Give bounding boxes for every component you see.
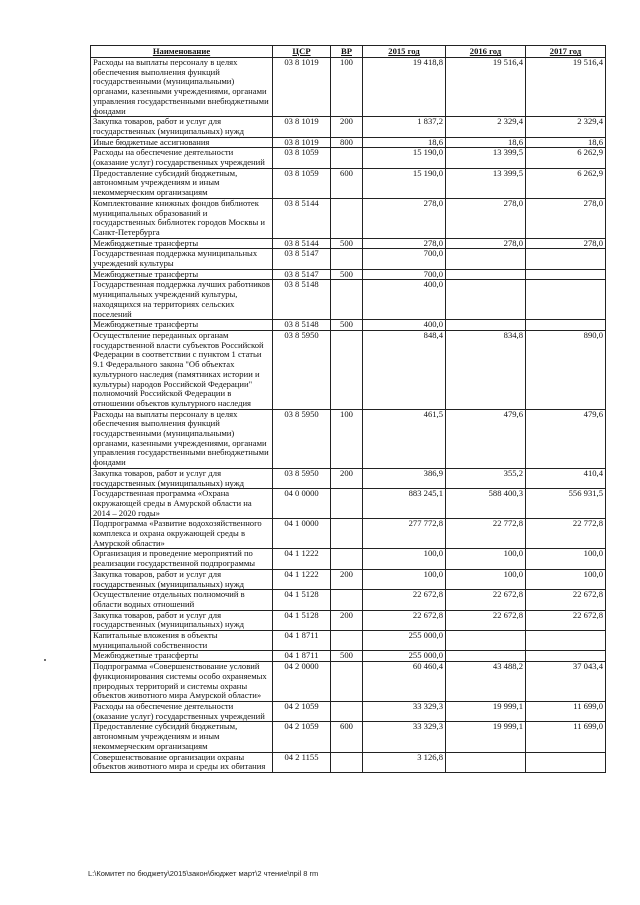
- value-2016-cell: [446, 249, 526, 269]
- value-2016-cell: 2 329,4: [446, 117, 526, 137]
- vr-cell: [331, 330, 363, 409]
- value-2017-cell: 11 699,0: [526, 722, 606, 752]
- csr-cell: 03 8 1059: [273, 168, 331, 198]
- table-row: [91, 549, 606, 569]
- table-row: [91, 631, 606, 651]
- name-cell: Расходы на выплаты персоналу в целях обеспечения выполнения функций государственными (муниципальными) органами, казенными учреждениями, органами управления государственными внебюджетными фондами: [91, 409, 273, 468]
- table-row: [91, 238, 606, 249]
- value-2017-cell: 100,0: [526, 549, 606, 569]
- table-row: [91, 489, 606, 519]
- value-2015-cell: 15 190,0: [363, 148, 446, 168]
- vr-cell: [331, 148, 363, 168]
- value-2017-cell: 410,4: [526, 468, 606, 488]
- name-cell: Расходы на обеспечение деятельности (оказание услуг) государственных учреждений: [91, 702, 273, 722]
- csr-cell: 04 1 5128: [273, 610, 331, 630]
- value-2017-cell: [526, 249, 606, 269]
- csr-cell: 03 8 1019: [273, 137, 331, 148]
- name-cell: Иные бюджетные ассигнования: [91, 137, 273, 148]
- table-row: [91, 58, 606, 117]
- value-2015-cell: 22 672,8: [363, 590, 446, 610]
- vr-cell: 200: [331, 117, 363, 137]
- value-2017-cell: 6 262,9: [526, 168, 606, 198]
- value-2015-cell: 400,0: [363, 280, 446, 320]
- value-2017-cell: 2 329,4: [526, 117, 606, 137]
- value-2015-cell: 461,5: [363, 409, 446, 468]
- value-2015-cell: 100,0: [363, 569, 446, 589]
- csr-cell: 03 8 5147: [273, 269, 331, 280]
- scan-speck: [44, 659, 46, 661]
- value-2017-cell: 100,0: [526, 569, 606, 589]
- value-2016-cell: 100,0: [446, 569, 526, 589]
- csr-cell: 03 8 5148: [273, 320, 331, 331]
- table-row: [91, 590, 606, 610]
- value-2017-cell: [526, 320, 606, 331]
- name-cell: Комплектование книжных фондов библиотек муниципальных образований и государственных библиотек городов Москвы и Санкт-Петербурга: [91, 198, 273, 238]
- value-2016-cell: 278,0: [446, 238, 526, 249]
- name-cell: Предоставление субсидий бюджетным, автономным учреждениям и иным некоммерческим организациям: [91, 168, 273, 198]
- value-2015-cell: 33 329,3: [363, 722, 446, 752]
- name-cell: Государственная поддержка муниципальных учреждений культуры: [91, 249, 273, 269]
- table-row: [91, 722, 606, 752]
- vr-cell: 200: [331, 569, 363, 589]
- value-2015-cell: 15 190,0: [363, 168, 446, 198]
- value-2015-cell: 277 772,8: [363, 519, 446, 549]
- value-2016-cell: 19 999,1: [446, 702, 526, 722]
- value-2016-cell: 22 772,8: [446, 519, 526, 549]
- vr-cell: 100: [331, 409, 363, 468]
- value-2016-cell: 278,0: [446, 198, 526, 238]
- csr-cell: 04 2 1059: [273, 722, 331, 752]
- vr-cell: 600: [331, 722, 363, 752]
- value-2016-cell: 19 999,1: [446, 722, 526, 752]
- csr-cell: 04 0 0000: [273, 489, 331, 519]
- csr-cell: 03 8 1059: [273, 148, 331, 168]
- value-2016-cell: [446, 631, 526, 651]
- value-2015-cell: 3 126,8: [363, 752, 446, 772]
- name-cell: Подпрограмма «Развитие водохозяйственного комплекса и охрана окружающей среды в Амурской области»: [91, 519, 273, 549]
- value-2016-cell: 22 672,8: [446, 590, 526, 610]
- vr-cell: [331, 590, 363, 610]
- value-2017-cell: [526, 269, 606, 280]
- value-2017-cell: 11 699,0: [526, 702, 606, 722]
- table-row: [91, 249, 606, 269]
- csr-cell: 03 8 5950: [273, 330, 331, 409]
- value-2015-cell: 22 672,8: [363, 610, 446, 630]
- value-2016-cell: 13 399,5: [446, 148, 526, 168]
- vr-cell: 500: [331, 238, 363, 249]
- vr-cell: 500: [331, 269, 363, 280]
- name-cell: Межбюджетные трансферты: [91, 238, 273, 249]
- vr-cell: [331, 198, 363, 238]
- footer-path: L:\Комитет по бюджету\2015\закон\бюджет март\2 чтение\прil 8 rm: [88, 869, 319, 878]
- name-cell: Расходы на обеспечение деятельности (оказание услуг) государственных учреждений: [91, 148, 273, 168]
- value-2016-cell: [446, 752, 526, 772]
- value-2017-cell: 479,6: [526, 409, 606, 468]
- value-2016-cell: 100,0: [446, 549, 526, 569]
- vr-cell: [331, 549, 363, 569]
- name-cell: Расходы на выплаты персоналу в целях обеспечения выполнения функций государственными (муниципальными) органами, казенными учреждениями, органами управления государственными внебюджетными фондами: [91, 58, 273, 117]
- table-row: [91, 148, 606, 168]
- value-2017-cell: 278,0: [526, 238, 606, 249]
- table-row: [91, 752, 606, 772]
- name-cell: Межбюджетные трансферты: [91, 651, 273, 662]
- csr-cell: 04 1 8711: [273, 631, 331, 651]
- value-2016-cell: 43 488,2: [446, 662, 526, 702]
- table-row: [91, 320, 606, 331]
- vr-cell: 500: [331, 651, 363, 662]
- table-row: [91, 330, 606, 409]
- name-cell: Капитальные вложения в объекты муниципальной собственности: [91, 631, 273, 651]
- value-2016-cell: 22 672,8: [446, 610, 526, 630]
- csr-cell: 04 1 0000: [273, 519, 331, 549]
- name-cell: Закупка товаров, работ и услуг для государственных (муниципальных) нужд: [91, 117, 273, 137]
- name-cell: Государственная программа «Охрана окружающей среды в Амурской области на 2014 – 2020 годы»: [91, 489, 273, 519]
- table-row: [91, 569, 606, 589]
- header-name: Наименование: [91, 46, 273, 58]
- value-2017-cell: 278,0: [526, 198, 606, 238]
- table-row: [91, 198, 606, 238]
- value-2015-cell: 848,4: [363, 330, 446, 409]
- csr-cell: 03 8 5144: [273, 198, 331, 238]
- value-2017-cell: 556 931,5: [526, 489, 606, 519]
- table-row: [91, 409, 606, 468]
- csr-cell: 03 8 1019: [273, 58, 331, 117]
- value-2017-cell: 22 672,8: [526, 590, 606, 610]
- value-2017-cell: 6 262,9: [526, 148, 606, 168]
- value-2016-cell: 18,6: [446, 137, 526, 148]
- table-row: [91, 662, 606, 702]
- value-2015-cell: 33 329,3: [363, 702, 446, 722]
- value-2016-cell: 19 516,4: [446, 58, 526, 117]
- table-row: [91, 117, 606, 137]
- vr-cell: [331, 631, 363, 651]
- csr-cell: 03 8 5950: [273, 468, 331, 488]
- csr-cell: 04 2 1155: [273, 752, 331, 772]
- value-2017-cell: 22 772,8: [526, 519, 606, 549]
- vr-cell: 800: [331, 137, 363, 148]
- table-header-row: [91, 46, 606, 58]
- value-2015-cell: 278,0: [363, 198, 446, 238]
- table-row: [91, 168, 606, 198]
- header-2015: 2015 год: [363, 46, 446, 58]
- table-row: [91, 468, 606, 488]
- value-2017-cell: [526, 651, 606, 662]
- csr-cell: 04 2 1059: [273, 702, 331, 722]
- value-2015-cell: 883 245,1: [363, 489, 446, 519]
- value-2016-cell: 479,6: [446, 409, 526, 468]
- name-cell: Подпрограмма «Совершенствование условий функционирования системы особо охраняемых природных территорий и системы охраны объектов животного мира Амурской области»: [91, 662, 273, 702]
- value-2016-cell: 588 400,3: [446, 489, 526, 519]
- csr-cell: 03 8 5950: [273, 409, 331, 468]
- csr-cell: 03 8 5147: [273, 249, 331, 269]
- table-row: [91, 702, 606, 722]
- table-row: [91, 269, 606, 280]
- vr-cell: 500: [331, 320, 363, 331]
- header-2017: 2017 год: [526, 46, 606, 58]
- csr-cell: 03 8 1019: [273, 117, 331, 137]
- value-2015-cell: 100,0: [363, 549, 446, 569]
- vr-cell: [331, 662, 363, 702]
- value-2016-cell: 834,8: [446, 330, 526, 409]
- name-cell: Закупка товаров, работ и услуг для государственных (муниципальных) нужд: [91, 610, 273, 630]
- value-2015-cell: 700,0: [363, 249, 446, 269]
- csr-cell: 04 2 0000: [273, 662, 331, 702]
- vr-cell: 200: [331, 610, 363, 630]
- vr-cell: [331, 249, 363, 269]
- value-2016-cell: 355,2: [446, 468, 526, 488]
- csr-cell: 04 1 1222: [273, 569, 331, 589]
- value-2016-cell: [446, 269, 526, 280]
- name-cell: Государственная поддержка лучших работников муниципальных учреждений культуры, находящихся на территориях сельских поселений: [91, 280, 273, 320]
- value-2016-cell: 13 399,5: [446, 168, 526, 198]
- budget-table: [90, 45, 606, 773]
- csr-cell: 04 1 1222: [273, 549, 331, 569]
- table-row: [91, 137, 606, 148]
- vr-cell: [331, 702, 363, 722]
- name-cell: Совершенствование организации охраны объектов животного мира и среды их обитания: [91, 752, 273, 772]
- vr-cell: [331, 752, 363, 772]
- vr-cell: 200: [331, 468, 363, 488]
- table-row: [91, 519, 606, 549]
- value-2017-cell: [526, 280, 606, 320]
- header-vr: ВР: [331, 46, 363, 58]
- value-2015-cell: 255 000,0: [363, 631, 446, 651]
- vr-cell: 100: [331, 58, 363, 117]
- csr-cell: 03 8 5144: [273, 238, 331, 249]
- table-row: [91, 280, 606, 320]
- value-2015-cell: 19 418,8: [363, 58, 446, 117]
- name-cell: Межбюджетные трансферты: [91, 320, 273, 331]
- name-cell: Предоставление субсидий бюджетным, автономным учреждениям и иным некоммерческим организациям: [91, 722, 273, 752]
- csr-cell: 04 1 8711: [273, 651, 331, 662]
- header-csr: ЦСР: [273, 46, 331, 58]
- value-2016-cell: [446, 651, 526, 662]
- value-2017-cell: 22 672,8: [526, 610, 606, 630]
- table-row: [91, 651, 606, 662]
- vr-cell: [331, 519, 363, 549]
- table-row: [91, 610, 606, 630]
- value-2015-cell: 386,9: [363, 468, 446, 488]
- name-cell: Межбюджетные трансферты: [91, 269, 273, 280]
- value-2016-cell: [446, 320, 526, 331]
- value-2016-cell: [446, 280, 526, 320]
- value-2017-cell: 18,6: [526, 137, 606, 148]
- name-cell: Закупка товаров, работ и услуг для государственных (муниципальных) нужд: [91, 569, 273, 589]
- value-2017-cell: 19 516,4: [526, 58, 606, 117]
- value-2017-cell: [526, 631, 606, 651]
- header-2016: 2016 год: [446, 46, 526, 58]
- value-2017-cell: [526, 752, 606, 772]
- csr-cell: 03 8 5148: [273, 280, 331, 320]
- vr-cell: 600: [331, 168, 363, 198]
- csr-cell: 04 1 5128: [273, 590, 331, 610]
- name-cell: Организация и проведение мероприятий по реализации государственной подпрограммы: [91, 549, 273, 569]
- name-cell: Осуществление переданных органам государственной власти субъектов Российской Федерации в соответствии с пунктом 1 статьи 9.1 Федерального закона "Об объектах культурного наследия (памятниках истории и культуры) народов Российской Федерации" полномочий Российской Федерации в отношении объектов культурного наследия: [91, 330, 273, 409]
- name-cell: Закупка товаров, работ и услуг для государственных (муниципальных) нужд: [91, 468, 273, 488]
- value-2015-cell: 18,6: [363, 137, 446, 148]
- value-2015-cell: 60 460,4: [363, 662, 446, 702]
- vr-cell: [331, 280, 363, 320]
- vr-cell: [331, 489, 363, 519]
- value-2015-cell: 255 000,0: [363, 651, 446, 662]
- value-2017-cell: 890,0: [526, 330, 606, 409]
- value-2015-cell: 400,0: [363, 320, 446, 331]
- value-2015-cell: 700,0: [363, 269, 446, 280]
- name-cell: Осуществление отдельных полномочий в области водных отношений: [91, 590, 273, 610]
- value-2015-cell: 1 837,2: [363, 117, 446, 137]
- value-2017-cell: 37 043,4: [526, 662, 606, 702]
- value-2015-cell: 278,0: [363, 238, 446, 249]
